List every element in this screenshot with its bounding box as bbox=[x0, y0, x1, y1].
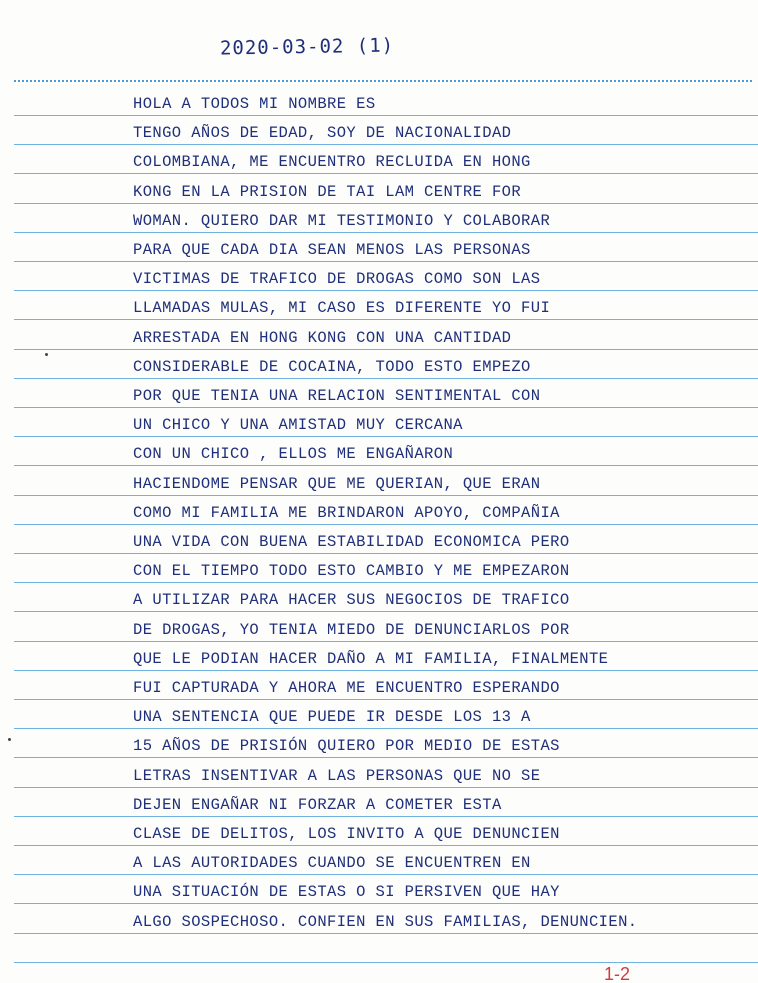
letter-line: CLASE DE DELITOS, LOS INVITO A QUE DENUNCIEN bbox=[133, 825, 560, 843]
letter-line: POR QUE TENIA UNA RELACION SENTIMENTAL CON bbox=[133, 387, 541, 405]
ruled-line bbox=[14, 845, 758, 846]
letter-line: UNA VIDA CON BUENA ESTABILIDAD ECONOMICA PERO bbox=[133, 533, 570, 551]
ruled-line bbox=[14, 641, 758, 642]
letter-line: CONSIDERABLE DE COCAINA, TODO ESTO EMPEZO bbox=[133, 357, 531, 376]
letter-line: WOMAN. QUIERO DAR MI TESTIMONIO Y COLABORAR bbox=[133, 211, 551, 230]
letter-line: FUI CAPTURADA Y AHORA ME ENCUENTRO ESPERANDO bbox=[133, 679, 560, 697]
ruled-line bbox=[14, 903, 758, 904]
ruled-line bbox=[14, 874, 758, 875]
ruled-line bbox=[14, 757, 758, 758]
ruled-line bbox=[14, 290, 758, 291]
ruled-line bbox=[14, 232, 758, 233]
letter-line: DE DROGAS, YO TENIA MIEDO DE DENUNCIARLOS POR bbox=[133, 620, 570, 639]
ruled-line bbox=[14, 203, 758, 204]
letter-line: HACIENDOME PENSAR QUE ME QUERIAN, QUE ERAN bbox=[133, 474, 541, 493]
letter-line: DEJEN ENGAÑAR NI FORZAR A COMETER ESTA bbox=[133, 795, 502, 814]
letter-line: COMO MI FAMILIA ME BRINDARON APOYO, COMPAÑIA bbox=[133, 503, 560, 522]
ruled-line bbox=[14, 465, 758, 466]
ruled-line bbox=[14, 319, 758, 320]
letter-line: A UTILIZAR PARA HACER SUS NEGOCIOS DE TRAFICO bbox=[133, 591, 570, 610]
letter-line: CON UN CHICO , ELLOS ME ENGAÑARON bbox=[133, 445, 454, 464]
letter-line: CON EL TIEMPO TODO ESTO CAMBIO Y ME EMPEZARON bbox=[133, 562, 570, 581]
top-dotted-rule bbox=[14, 80, 752, 82]
ruled-line bbox=[14, 378, 758, 379]
ruled-line bbox=[14, 787, 758, 788]
letter-line: KONG EN LA PRISION DE TAI LAM CENTRE FOR bbox=[133, 182, 522, 201]
ruled-line bbox=[14, 670, 758, 671]
letter-line: A LAS AUTORIDADES CUANDO SE ENCUENTREN EN bbox=[133, 854, 531, 873]
ruled-line bbox=[14, 495, 758, 496]
ruled-line bbox=[14, 728, 758, 729]
ruled-line bbox=[14, 115, 758, 116]
margin-mark bbox=[45, 353, 48, 356]
letter-line: ARRESTADA EN HONG KONG CON UNA CANTIDAD bbox=[133, 328, 512, 347]
ruled-line bbox=[14, 699, 758, 700]
letter-line: 15 AÑOS DE PRISIÓN QUIERO POR MEDIO DE ESTAS bbox=[133, 737, 560, 756]
letter-line: TENGO AÑOS DE EDAD, SOY DE NACIONALIDAD bbox=[133, 124, 512, 143]
letter-line: LLAMADAS MULAS, MI CASO ES DIFERENTE YO FUI bbox=[133, 299, 551, 318]
letter-line: LETRAS INSENTIVAR A LAS PERSONAS QUE NO SE bbox=[133, 766, 541, 785]
letter-line: UNA SENTENCIA QUE PUEDE IR DESDE LOS 13 A bbox=[133, 708, 531, 727]
ruled-line bbox=[14, 553, 758, 554]
margin-mark bbox=[8, 738, 11, 741]
letter-line: HOLA A TODOS MI NOMBRE ES bbox=[133, 95, 376, 113]
page-number: 1-2 bbox=[604, 964, 631, 983]
letter-line: PARA QUE CADA DIA SEAN MENOS LAS PERSONAS bbox=[133, 241, 531, 259]
ruled-line bbox=[14, 173, 758, 174]
date-header: 2020-03-02 (1) bbox=[219, 34, 395, 60]
ruled-line bbox=[14, 816, 758, 817]
ruled-line bbox=[14, 962, 758, 963]
ruled-line bbox=[14, 436, 758, 437]
letter-line: COLOMBIANA, ME ENCUENTRO RECLUIDA EN HONG bbox=[133, 153, 531, 172]
ruled-line bbox=[14, 524, 758, 525]
ruled-line bbox=[14, 582, 758, 583]
letter-line: UNA SITUACIÓN DE ESTAS O SI PERSIVEN QUE HAY bbox=[133, 883, 560, 902]
ruled-line bbox=[14, 407, 758, 408]
ruled-line bbox=[14, 349, 758, 350]
ruled-line bbox=[14, 261, 758, 262]
letter-line: VICTIMAS DE TRAFICO DE DROGAS COMO SON LAS bbox=[133, 270, 541, 289]
ruled-line bbox=[14, 933, 758, 934]
ruled-line bbox=[14, 144, 758, 145]
letter-line: QUE LE PODIAN HACER DAÑO A MI FAMILIA, FINALMENTE bbox=[133, 649, 609, 668]
letter-line: ALGO SOSPECHOSO. CONFIEN EN SUS FAMILIAS, DENUNCIEN. bbox=[133, 912, 638, 931]
ruled-line bbox=[14, 611, 758, 612]
letter-line: UN CHICO Y UNA AMISTAD MUY CERCANA bbox=[133, 416, 463, 435]
